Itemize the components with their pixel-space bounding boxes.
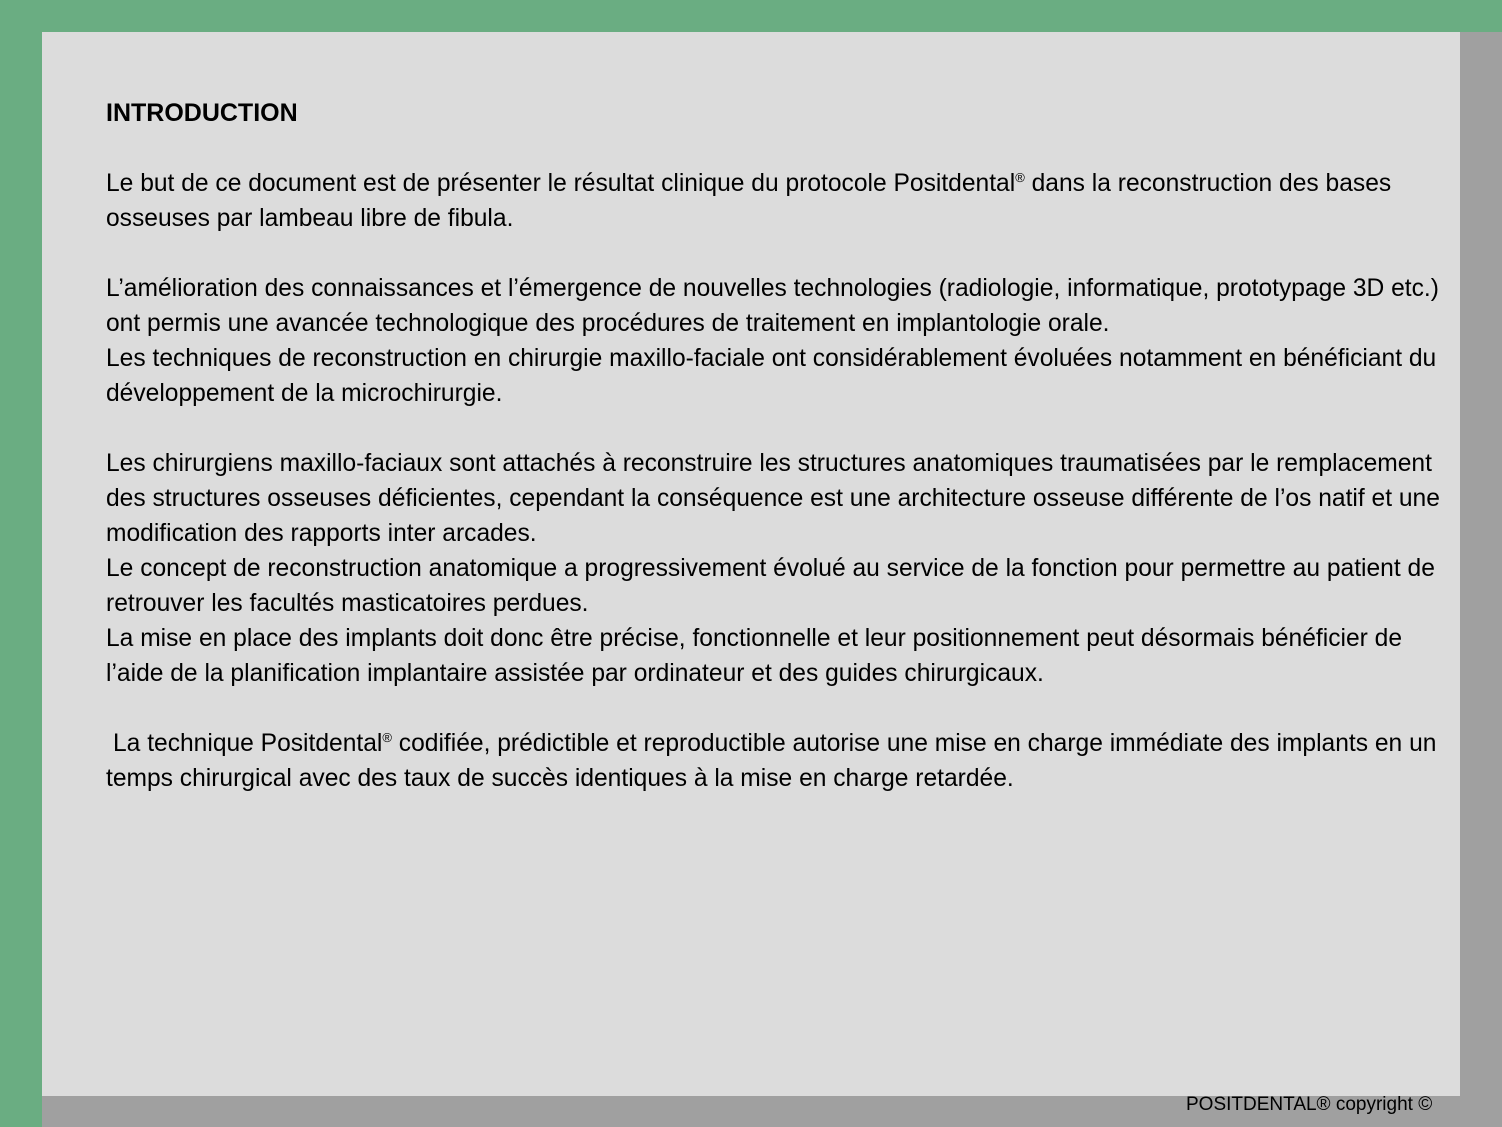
paragraph-purpose-text-end: dans la reconstruction des bases osseuses par lambeau libre de fibula.: [106, 170, 1392, 232]
paragraph-technique-text-start: La technique Positdental: [113, 730, 383, 757]
paragraph-surgeons: Les chirurgiens maxillo-faciaux sont attachés à reconstruire les structures anatomiques traumatisées par le remplacement des structures osseuses déficientes, cependant la conséquence est une architecture osseuse différente de l’os natif et une modification des rapports inter arcades.: [106, 450, 1440, 547]
paragraph-purpose-text-start: Le but de ce document est de présenter le résultat clinique du protocole Positdental: [106, 170, 1016, 197]
paragraph-anatomic-concept: Le concept de reconstruction anatomique a progressivement évolué au service de la fonction pour permettre au patient de retrouver les facultés masticatoires perdues.: [106, 555, 1435, 617]
paragraph-spacer: [106, 411, 1446, 446]
right-shadow-bar: [1460, 32, 1502, 1127]
slide-content: [106, 96, 1446, 796]
paragraph-positdental-technique: [106, 726, 1446, 796]
paragraph-implant-placement: La mise en place des implants doit donc être précise, fonctionnelle et leur positionnement peut désormais bénéficier de l’aide de la planification implantaire assistée par ordinateur et des guides chirurgicaux.: [106, 625, 1403, 687]
paragraph-reconstruction-techniques: Les techniques de reconstruction en chirurgie maxillo-faciale ont considérablement évoluées notamment en bénéficiant du développement de la microchirurgie.: [106, 345, 1437, 407]
paragraph-spacer: [106, 236, 1446, 271]
slide-title: INTRODUCTION: [106, 99, 298, 127]
paragraph-spacer: [106, 691, 1446, 726]
paragraph-technologies: L’amélioration des connaissances et l’émergence de nouvelles technologies (radiologie, informatique, prototypage 3D etc.) ont permis une avancée technologique des procédures de traitement en implantologie orale.: [106, 275, 1439, 337]
paragraph-purpose: [106, 166, 1446, 236]
registered-mark: ®: [1015, 170, 1025, 185]
paragraph-technique-text-end: codifiée, prédictible et reproductible autorise une mise en charge immédiate des implants en un temps chirurgical avec des taux de succès identiques à la mise en charge retardée.: [106, 730, 1437, 792]
slide-panel: [42, 32, 1460, 1096]
registered-mark: ®: [382, 730, 392, 745]
copyright-footer: POSITDENTAL® copyright ©: [1186, 1094, 1433, 1115]
